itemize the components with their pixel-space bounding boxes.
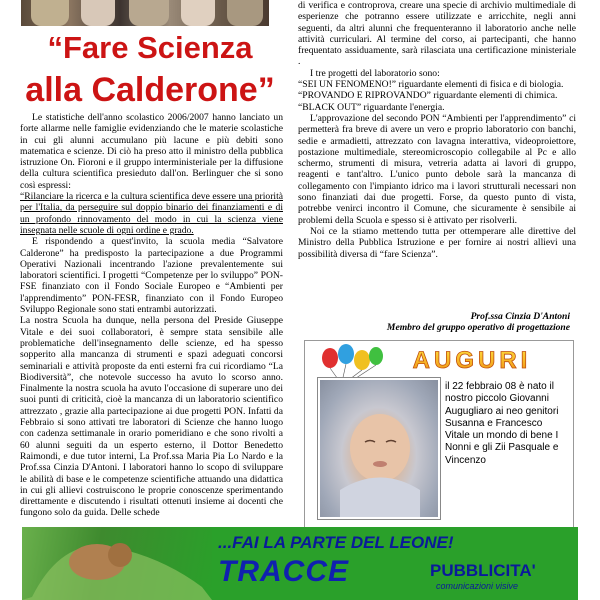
paragraph: La nostra Scuola ha dunque, nella persona del Preside Giuseppe Vitale e dei suoi collaboratori, è sempre stata sensibile alle problematiche dell'insegnamento delle scienze, ed ha spesso sopperito alla mancanza di strumenti e spazi adeguati concorsi seminariali e attività proposte da enti esterni fra cui ricordiamo “La Biodiversità”, che notevole successo ha avuto lo scorso anno. Finalmente la nostra scuola ha avuto l'occasione di superare uno dei suoi punti di criticità, cioè la mancanza di un laboratorio scientifico attrezzato , grazie alla partecipazione ai due progetti PON. Infatti da Febbraio si sono attivati tre laboratori di Scienze che hanno luogo con cadenza settimanale in orario pomeridiano e che sono rivolti a 60 alunni seguiti da un esperto esterno, il Dottor Benedetto Raimondi, e due tutor interni, La Prof.ssa Maria Pia Lo Nardo e la Prof.ssa Cinzia D'Antoni. I laboratori hanno lo scopo di sviluppare le abilità di base e le competenze scientifiche attuando una didattica in cui gli allievi costruiscono le proprie conoscenze sperimentando direttamente e discutendo i risultati ottenuti insieme ai docenti che fungono solo da guida. Delle schede: [20, 315, 283, 519]
auguri-banner: [392, 345, 552, 375]
signature-role: Membro del gruppo operativo di progettazione: [386, 322, 570, 333]
ad-brand-logo: TRACCE: [218, 555, 349, 588]
photo-person: [81, 0, 115, 26]
project-item: “BLACK OUT” riguardante l'energia.: [298, 101, 445, 113]
article-title-line1: “Fare Scienza: [47, 30, 253, 65]
advertisement-banner[interactable]: [22, 527, 578, 600]
ad-slogan: ...FAI LA PARTE DEL LEONE!: [218, 533, 454, 552]
signature-name: Prof.ssa Cinzia D'Antoni: [470, 311, 570, 322]
article-right-column: [298, 0, 576, 335]
photo-person: [181, 0, 215, 26]
group-photo: [21, 0, 269, 26]
project-item: “SEI UN FENOMENO!” riguardante elementi di fisica e di biologia.: [298, 79, 564, 91]
ad-pubblicita: PUBBLICITA': [430, 561, 536, 580]
article-left-column: [20, 112, 283, 522]
baby-photo: [318, 378, 440, 519]
paragraph: di verifica e controprova, creare una specie di archivio multimediale di esperienze che potranno essere utilizzate e arricchite, negli anni seguenti, da altri alunni che frequenteranno il laboratorio anche nelle attività curriculari. Al termine del corso, ai partecipanti, che hanno frequentato assiduamente, sarà rilasciata una certificazione ministeriale .: [298, 0, 576, 68]
auguri-banner-text: AUGURI: [412, 347, 532, 374]
paragraph: E rispondendo a quest'invito, la scuola media “Salvatore Calderone” ha predisposto la partecipazione a due Programmi Operativi Nazionali incentrando l'azione prevalentemente sui laboratori scientifici. I progetti “Competenze per lo sviluppo” PON- FSE finanziato con il Fondo Sociale Europeo e “Ambienti per l'apprendimento” PON-FESR, finanziato con il Fondo Europeo Sviluppo Regionale sono stati entrambi autorizzati.: [20, 236, 283, 316]
quote-paragraph: “Rilanciare la ricerca e la cultura scientifica deve essere una priorità per l'Italia, da perseguire sul doppio binario dei finanziamenti e di un profondo rinnovamento del modo in cui la scienza viene insegnata nelle scuole di ogni ordine e grado.: [20, 191, 283, 236]
photo-person: [227, 0, 263, 26]
paragraph: I tre progetti del laboratorio sono:: [310, 67, 440, 79]
ad-subtitle: comunicazioni visive: [436, 581, 519, 591]
photo-person: [31, 0, 69, 26]
article-title-line2: alla Calderone”: [25, 71, 275, 109]
photo-person: [129, 0, 169, 26]
paragraph: Le statistiche dell'anno scolastico 2006/2007 hanno lanciato un forte allarme nelle famiglie evidenziando che le materie scolastiche in cui gli alunni accumulano più lacune e più debiti sono matematica e scienze. Di ciò ha preso atto il ministro della pubblica istruzione On. Fioroni e il gruppo interministeriale per la diffusione della cultura scientifica presieduto dall'on. Berlinguer che si sono così espressi:: [20, 112, 283, 191]
paragraph: L'approvazione del secondo PON “Ambienti per l'apprendimento” ci permetterà fra breve di avere un vero e proprio laboratorio con banchi, sedie e armadietti, attrezzato con lavagna interattiva, videoproiettore, postazione multimediale, stereomicroscopio collegabile al Pc e allo schermo, strumenti di misura, vetreria adatta ai lavori di gruppo, reagenti e tant'altro. L'unico punto debole sarà la mancanza di collegamento con l'impianto idrico ma i lavori strutturali necessari non sono finanziati dai due progetti. Forse, da questo punto di vista, potrebbe venirci incontro il Comune, che sicuramente è sensibile ai problemi della Scuola e spesso si è attivato per risolverli.: [298, 112, 576, 226]
paragraph: Noi ce la stiamo mettendo tutta per ottemperare alle direttive del Ministro della Pubblica Istruzione e per fornire ai nostri allievi una possibilità diversa di “fare Scienza”.: [298, 225, 576, 260]
auguri-message: il 22 febbraio 08 è nato il nostro piccolo Giovanni Augugliaro ai neo genitori Susanna e Francesco Vitale un mondo di bene I Nonni e gli Zii Pasquale e Vincenzo: [445, 381, 559, 466]
project-item: “PROVANDO E RIPROVANDO” riguardante elementi di chimica.: [298, 90, 558, 102]
ad-image: [22, 527, 212, 600]
